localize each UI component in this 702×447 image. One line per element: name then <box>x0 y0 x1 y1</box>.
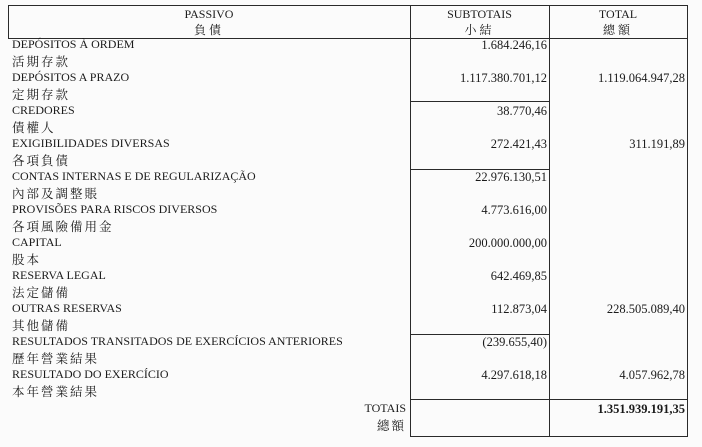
row-label-zh: 債權人 <box>12 120 56 135</box>
row-subtotal: 112.873,04 <box>491 302 547 316</box>
row-label-zh: 各項風險備用金 <box>12 219 114 234</box>
row-label: OUTRAS RESERVAS <box>12 301 122 315</box>
row-total: 311.191,89 <box>629 137 685 151</box>
row-label: CONTAS INTERNAS E DE REGULARIZAÇÃO <box>12 169 256 183</box>
row-label: RESERVA LEGAL <box>12 268 106 282</box>
col-divider-1 <box>410 5 411 437</box>
header-subtotais-zh: 小結 <box>464 23 495 37</box>
row-label: RESULTADO DO EXERCÍCIO <box>12 367 169 381</box>
group-separator <box>410 101 550 102</box>
totais-label-zh: 總額 <box>376 418 406 433</box>
row-label: PROVISÕES PARA RISCOS DIVERSOS <box>12 202 218 216</box>
row-label: DEPÓSITOS À ORDEM <box>12 37 135 51</box>
row-label-zh: 本年營業結果 <box>12 384 100 399</box>
row-subtotal: 642.469,85 <box>490 269 547 283</box>
row-label-zh: 定期存款 <box>12 87 71 102</box>
header-passivo-zh: 負債 <box>193 23 224 37</box>
header-passivo: PASSIVO <box>184 7 234 21</box>
row-subtotal: 272.421,43 <box>490 137 547 151</box>
row-total: 1.119.064.947,28 <box>597 71 685 85</box>
row-label: RESULTADOS TRANSITADOS DE EXERCÍCIOS ANTERIORES <box>12 334 343 348</box>
row-total: 4.057.962,78 <box>619 368 685 382</box>
row-label-zh: 內部及調整賬 <box>12 186 100 201</box>
row-subtotal: 1.684.246,16 <box>481 38 547 52</box>
row-label-zh: 其他儲備 <box>12 318 71 333</box>
totais-label: TOTAIS <box>364 401 406 415</box>
row-label-zh: 各項負債 <box>12 153 71 168</box>
row-subtotal: 4.773.616,00 <box>481 203 547 217</box>
row-label: CREDORES <box>12 103 75 117</box>
col-right-border <box>687 5 688 437</box>
row-label-zh: 法定儲備 <box>12 285 71 300</box>
row-label: EXIGIBILIDADES DIVERSAS <box>12 136 170 150</box>
top-border <box>8 5 688 6</box>
col-divider-2 <box>549 5 550 437</box>
header-subtotais: SUBTOTAIS <box>447 7 512 21</box>
header-total: TOTAL <box>598 7 638 21</box>
row-subtotal: 4.297.618,18 <box>481 368 547 382</box>
totals-top-border <box>410 399 688 400</box>
grand-total: 1.351.939.191,35 <box>597 402 685 416</box>
row-label-zh: 歷年營業結果 <box>12 351 100 366</box>
row-subtotal: 22.976.130,51 <box>475 170 547 184</box>
row-subtotal: 38.770,46 <box>497 104 547 118</box>
row-label: CAPITAL <box>12 235 62 249</box>
header-total-zh: 總額 <box>602 23 633 37</box>
row-total: 228.505.089,40 <box>606 302 685 316</box>
row-label: DEPÓSITOS A PRAZO <box>12 70 130 84</box>
row-label-zh: 股本 <box>12 252 42 267</box>
row-subtotal: 1.117.380.701,12 <box>459 71 547 85</box>
row-subtotal: 200.000.000,00 <box>468 236 547 250</box>
totals-bottom-border <box>410 436 688 437</box>
row-label-zh: 活期存款 <box>12 54 71 69</box>
row-subtotal: (239.655,40) <box>482 335 547 349</box>
